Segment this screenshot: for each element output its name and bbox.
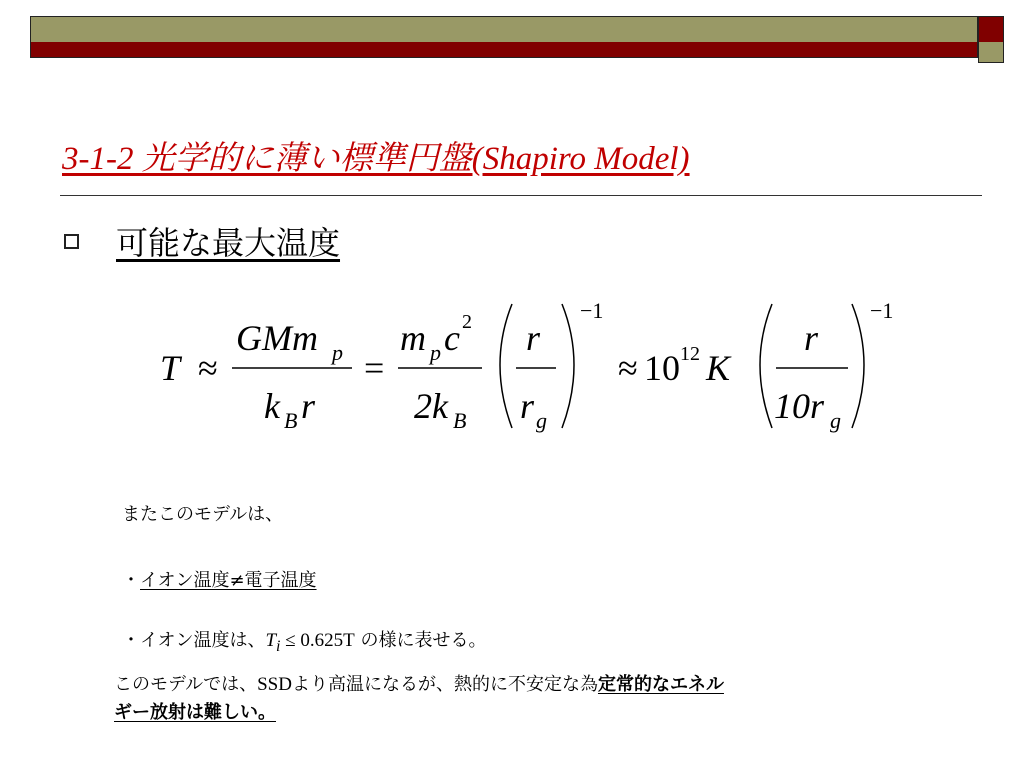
eq-frac1-den: k — [264, 386, 280, 426]
eq-ratio2-den-sub: g — [830, 408, 841, 433]
eq-paren-right-2 — [852, 304, 864, 428]
square-bullet-icon — [64, 234, 79, 249]
eq-ratio2-den: 10r — [774, 386, 825, 426]
header-square-olive — [978, 42, 1004, 63]
eq-paren-left-2 — [760, 304, 772, 428]
conclusion-line-2 — [114, 698, 276, 724]
eq-paren-left-1 — [500, 304, 512, 428]
eq-exp-1: −1 — [580, 300, 604, 323]
title-divider — [60, 195, 982, 196]
conclusion-part-2: より高温になるが、熱的に不安定な為 — [291, 674, 598, 695]
intro-text: またこのモデルは、 — [122, 504, 284, 525]
eq-ratio-den: r — [520, 386, 535, 426]
eq-frac2-num-sub: p — [430, 340, 441, 365]
eq-unit: K — [706, 348, 731, 388]
ion-temp-formula — [265, 630, 355, 655]
ion-temp-T: T — [265, 630, 277, 651]
eq-ratio2-num: r — [804, 318, 819, 358]
conclusion-emphasis-1: 定常的なエネル — [597, 674, 724, 695]
conclusion-line-1 — [114, 670, 724, 696]
eq-frac2-num-sup: 2 — [462, 311, 472, 333]
eq-paren-right-1 — [562, 304, 574, 428]
eq-approx-1: ≈ — [198, 348, 218, 388]
ion-temp-suffix: の様に表せる。 — [354, 630, 487, 651]
header-bar-olive — [30, 16, 978, 44]
temperature-equation — [160, 300, 900, 440]
eq-frac2-num-tail: c — [444, 318, 460, 358]
ion-temp-rest: ≤ 0.625T — [280, 630, 355, 651]
eq-frac1-den-tail: r — [301, 386, 316, 426]
eq-frac2-num: m — [400, 318, 426, 358]
ion-temperature-line — [122, 626, 486, 656]
eq-frac1-den-sub: B — [284, 408, 298, 433]
eq-approx-2: ≈ — [618, 348, 638, 388]
eq-frac2-den: 2k — [414, 386, 448, 426]
eq-coeff: 10 — [644, 348, 680, 388]
eq-frac1-num: GMm — [236, 318, 318, 358]
eq-exp-2: −1 — [870, 300, 894, 323]
ion-electron-bullet: ・ — [122, 570, 140, 591]
eq-coeff-exp: 12 — [680, 343, 700, 365]
conclusion-part-1: このモデルでは、 — [114, 674, 258, 695]
slide-title: 3-1-2 光学的に薄い標準円盤(Shapiro Model) — [62, 141, 690, 177]
eq-frac2-den-sub: B — [453, 408, 467, 433]
eq-lhs: T — [160, 348, 181, 388]
ion-electron-text: イオン温度≠電子温度 — [140, 570, 317, 591]
header-bar-maroon — [30, 42, 978, 58]
eq-ratio-num: r — [526, 318, 541, 358]
ion-temp-prefix: ・イオン温度は、 — [122, 630, 266, 651]
ssd-label: SSD — [257, 674, 292, 695]
ion-temp-sub: i — [276, 637, 281, 655]
bullet-heading: 可能な最大温度 — [116, 224, 341, 262]
header-square-maroon — [978, 16, 1004, 44]
conclusion-emphasis-2: ギー放射は難しい。 — [114, 702, 276, 723]
eq-equals: = — [364, 348, 385, 388]
eq-frac1-num-sub: p — [332, 340, 343, 365]
ion-electron-line — [122, 566, 317, 592]
eq-ratio-den-sub: g — [536, 408, 547, 433]
